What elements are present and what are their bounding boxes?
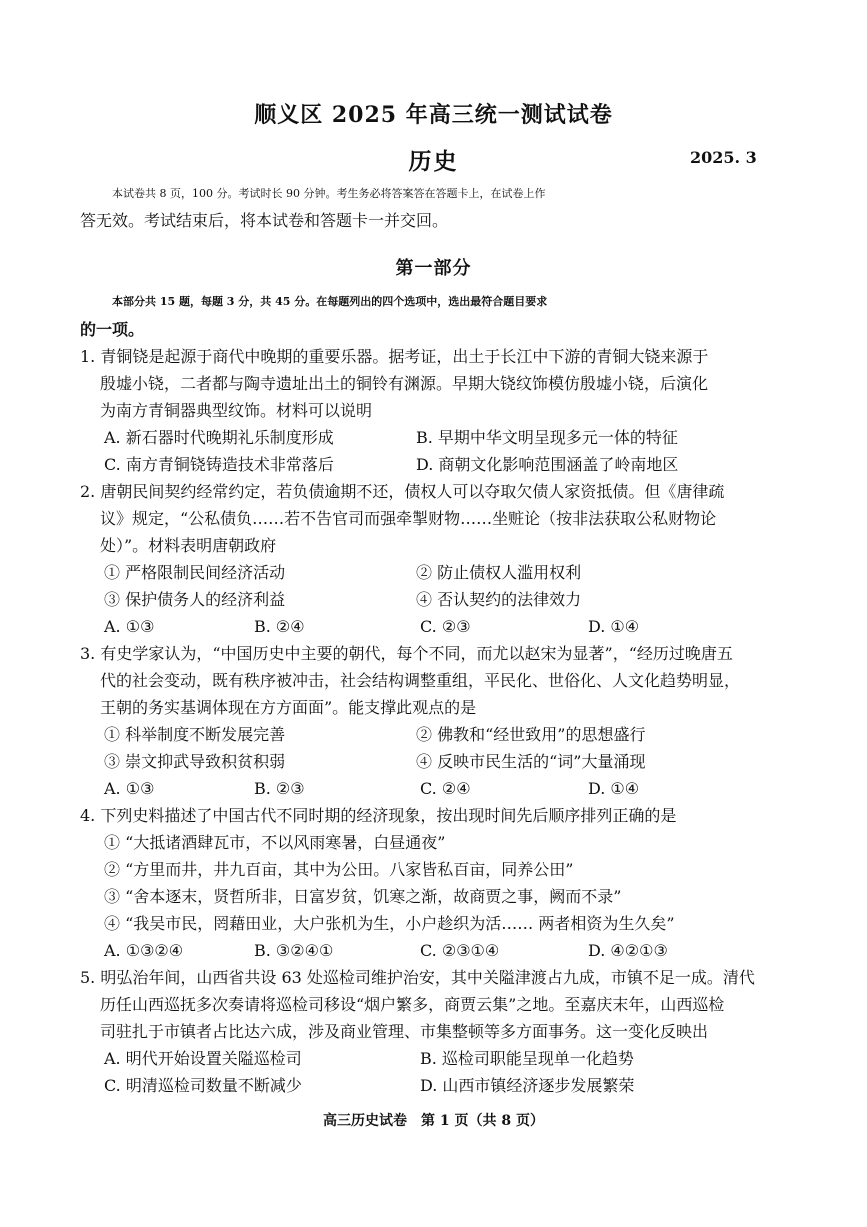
source-2: ② “方里而井，井九百亩，其中为公田。八家皆私百亩，同养公田” <box>104 860 574 879</box>
exam-date: 2025. 3 <box>690 148 757 167</box>
question-stem-line: 王朝的务实基调体现在方方面面”。能支撑此观点的是 <box>100 698 477 717</box>
subject-title: 历史 <box>408 148 459 175</box>
part-instructions-line-1: 本部分共 15 题，每题 3 分，共 45 分。在每题列出的四个选项中，选出最符合题目要求 <box>112 295 548 308</box>
option-d[interactable]: D. ④②①③ <box>588 941 668 960</box>
option-a[interactable]: A. ①③②④ <box>104 941 184 960</box>
question-stem-line: 司驻扎于市镇者占比达六成，涉及商业管理、市集整顿等多方面事务。这一变化反映出 <box>100 1022 709 1041</box>
question-stem-line: 1. 青铜铙是起源于商代中晚期的重要乐器。据考证，出土于长江中下游的青铜大铙来源于 <box>80 347 709 366</box>
option-d[interactable]: D. 商朝文化影响范围涵盖了岭南地区 <box>416 455 679 474</box>
option-a[interactable]: A. 新石器时代晚期礼乐制度形成 <box>104 428 334 447</box>
question-stem-line: 5. 明弘治年间，山西省共设 63 处巡检司维护治安，其中关隘津渡占九成，市镇不足一成。清代 <box>80 968 755 987</box>
option-a[interactable]: A. 明代开始设置关隘巡检司 <box>104 1049 302 1068</box>
option-c[interactable]: C. ②③ <box>420 617 471 636</box>
option-d[interactable]: D. ①④ <box>588 779 640 798</box>
intro-line-2: 答无效。考试结束后，将本试卷和答题卡一并交回。 <box>80 211 449 230</box>
page-footer: 高三历史试卷 第 1 页（共 8 页） <box>323 1113 544 1129</box>
statement-2: ② 防止债权人滥用权利 <box>416 563 582 582</box>
option-a[interactable]: A. ①③ <box>104 617 155 636</box>
source-3: ③ “舍本逐末，贤哲所非，日富岁贫，饥寒之渐，故商贾之事，阙而不录” <box>104 887 622 906</box>
question-stem-line: 处）”。材料表明唐朝政府 <box>100 536 277 555</box>
part-heading: 第一部分 <box>395 258 472 279</box>
question-stem-line: 殷墟小铙，二者都与陶寺遗址出土的铜铃有渊源。早期大铙纹饰模仿殷墟小铙，后演化 <box>100 374 709 393</box>
statement-4: ④ 否认契约的法律效力 <box>416 590 582 609</box>
source-1: ① “大抵诸酒肆瓦市，不以风雨寒暑，白昼通夜” <box>104 833 446 852</box>
question-stem-line: 代的社会变动，既有秩序被冲击，社会结构调整重组，平民化、世俗化、人文化趋势明显， <box>100 671 741 690</box>
option-b[interactable]: B. 巡检司职能呈现单一化趋势 <box>420 1049 634 1068</box>
statement-1: ① 严格限制民间经济活动 <box>104 563 286 582</box>
statement-2: ② 佛教和“经世致用”的思想盛行 <box>416 725 646 744</box>
source-4: ④ “我吴市民，罔藉田业，大户张机为生，小户趁织为活…… 两者相资为生久矣” <box>104 914 675 933</box>
option-b[interactable]: B. ②③ <box>254 779 305 798</box>
question-stem-line: 为南方青铜器典型纹饰。材料可以说明 <box>100 401 373 420</box>
option-d[interactable]: D. 山西市镇经济逐步发展繁荣 <box>420 1076 635 1095</box>
option-b[interactable]: B. 早期中华文明呈现多元一体的特征 <box>416 428 678 447</box>
option-a[interactable]: A. ①③ <box>104 779 155 798</box>
option-b[interactable]: B. ②④ <box>254 617 305 636</box>
exam-title: 顺义区 2025 年高三统一测试试卷 <box>254 102 613 128</box>
option-c[interactable]: C. ②③①④ <box>420 941 500 960</box>
option-d[interactable]: D. ①④ <box>588 617 640 636</box>
statement-1: ① 科举制度不断发展完善 <box>104 725 286 744</box>
statement-4: ④ 反映市民生活的“词”大量涌现 <box>416 752 646 771</box>
statement-3: ③ 保护债务人的经济利益 <box>104 590 286 609</box>
option-c[interactable]: C. ②④ <box>420 779 471 798</box>
option-c[interactable]: C. 明清巡检司数量不断减少 <box>104 1076 302 1095</box>
question-stem-line: 历任山西巡抚多次奏请将巡检司移设“烟户繁多，商贾云集”之地。至嘉庆末年，山西巡检 <box>100 995 725 1014</box>
option-c[interactable]: C. 南方青铜铙铸造技术非常落后 <box>104 455 334 474</box>
question-stem-line: 议》规定，“公私债负……若不告官司而强牵掣财物……坐赃论（按非法获取公私财物论 <box>100 509 717 528</box>
question-stem-line: 2. 唐朝民间契约经常约定，若负债逾期不还，债权人可以夺取欠债人家资抵债。但《唐律疏 <box>80 482 725 501</box>
question-stem-line: 4. 下列史料描述了中国古代不同时期的经济现象，按出现时间先后顺序排列正确的是 <box>80 806 677 825</box>
intro-line-1: 本试卷共 8 页，100 分。考试时长 90 分钟。考生务必将答案答在答题卡上，在试卷上作 <box>112 187 546 200</box>
part-instructions-line-2: 的一项。 <box>80 320 145 339</box>
option-b[interactable]: B. ③②④① <box>254 941 334 960</box>
question-stem-line: 3. 有史学家认为，“中国历史中主要的朝代，每个不同，而尤以赵宋为显著”，“经历过晚唐五 <box>80 644 733 663</box>
statement-3: ③ 崇文抑武导致积贫积弱 <box>104 752 286 771</box>
